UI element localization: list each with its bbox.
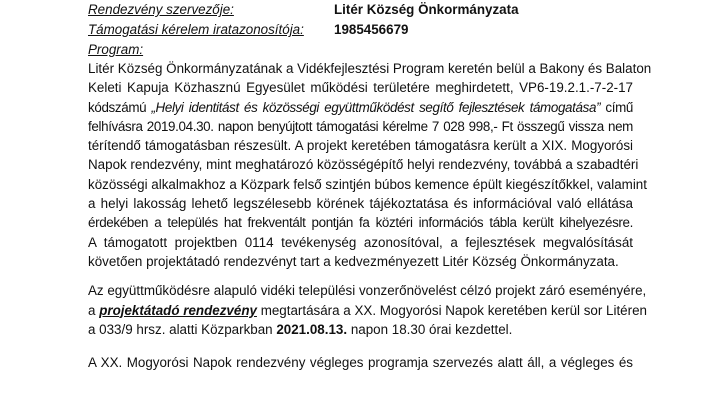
paragraph-line: érdekében a település hat frekventált pontján fa köztéri információs tábla került kihelyezésre.	[88, 215, 633, 231]
grant-id-row	[88, 20, 633, 40]
paragraph-line: A támogatott projektben 0114 tevékenység azonosítóval, a fejlesztések megvalósítását	[88, 234, 633, 250]
text-span: című	[605, 99, 634, 115]
paragraph-line: Napok rendezvény, mint meghatározó közösségépítő helyi rendezvény, továbbá a szabadtéri	[88, 157, 639, 173]
event-name-emphasis: projektátadó rendezvény	[99, 302, 257, 318]
paragraph-line: Litér Község Önkormányzatának a Vidékfejlesztési Program keretén belül a Bakony és Balaton	[88, 61, 652, 76]
paragraph-line: közösségi alkalmakhoz a Közpark felső szintjén búbos kemence épült kiegészítőkkel, valamint	[88, 176, 647, 192]
document-page	[88, 0, 652, 372]
text-span: napon 18.30 órai kezdettel.	[350, 321, 513, 337]
program-label: Program:	[88, 42, 144, 57]
paragraph-line	[88, 301, 647, 320]
text-span: a	[88, 302, 96, 318]
event-date: 2021.08.13.	[276, 321, 348, 337]
paragraph-line: követően projektátadó rendezvényt tart a kedvezményezett Litér Község Önkormányzata.	[88, 253, 619, 269]
grant-id-value: 1985456679	[334, 22, 409, 37]
program-paragraph-2	[88, 281, 647, 339]
call-title: „Helyi identitást és közösségi együttműködést segítő fejlesztések támogatása”	[151, 99, 601, 115]
organizer-label: Rendezvény szervezője:	[88, 2, 234, 17]
paragraph-line	[88, 320, 633, 339]
text-span: megtartására a XX. Mogyorósi Napok keretében kerül sor Litéren	[260, 302, 647, 318]
organizer-row	[88, 0, 633, 20]
organizer-value: Litér Község Önkormányzata	[334, 2, 519, 17]
text-span: kódszámú	[88, 99, 147, 115]
program-paragraph-3	[88, 353, 633, 372]
grant-id-label: Támogatási kérelem iratazonosítója:	[88, 22, 304, 37]
paragraph-line: Az együttműködésre alapuló vidéki települési vonzerőnövelést célzó projekt záró eseményére,	[88, 283, 647, 299]
paragraph-line: Keleti Kapuja Közhasznú Egyesület működési területére meghirdetett, VP6-19.2.1.-7-2-17	[88, 80, 633, 96]
paragraph-line: a helyi lakosság lehető legszélesebb körének tájékoztatása és információval való ellátása	[88, 196, 633, 212]
paragraph-line: térítendő támogatásban részesült. A projekt keretében támogatásra került a XIX. Mogyorósi	[88, 138, 633, 154]
paragraph-line	[88, 98, 633, 117]
program-paragraph-1	[88, 59, 652, 271]
paragraph-line: A XX. Mogyorósi Napok rendezvény végleges programja szervezés alatt áll, a végleges és	[88, 355, 633, 371]
text-span: a 033/9 hrsz. alatti Közparkban	[88, 321, 273, 337]
paragraph-line: felhívásra 2019.04.30. napon benyújtott támogatási kérelme 7 028 998,- Ft összegű vissza nem	[88, 118, 633, 134]
